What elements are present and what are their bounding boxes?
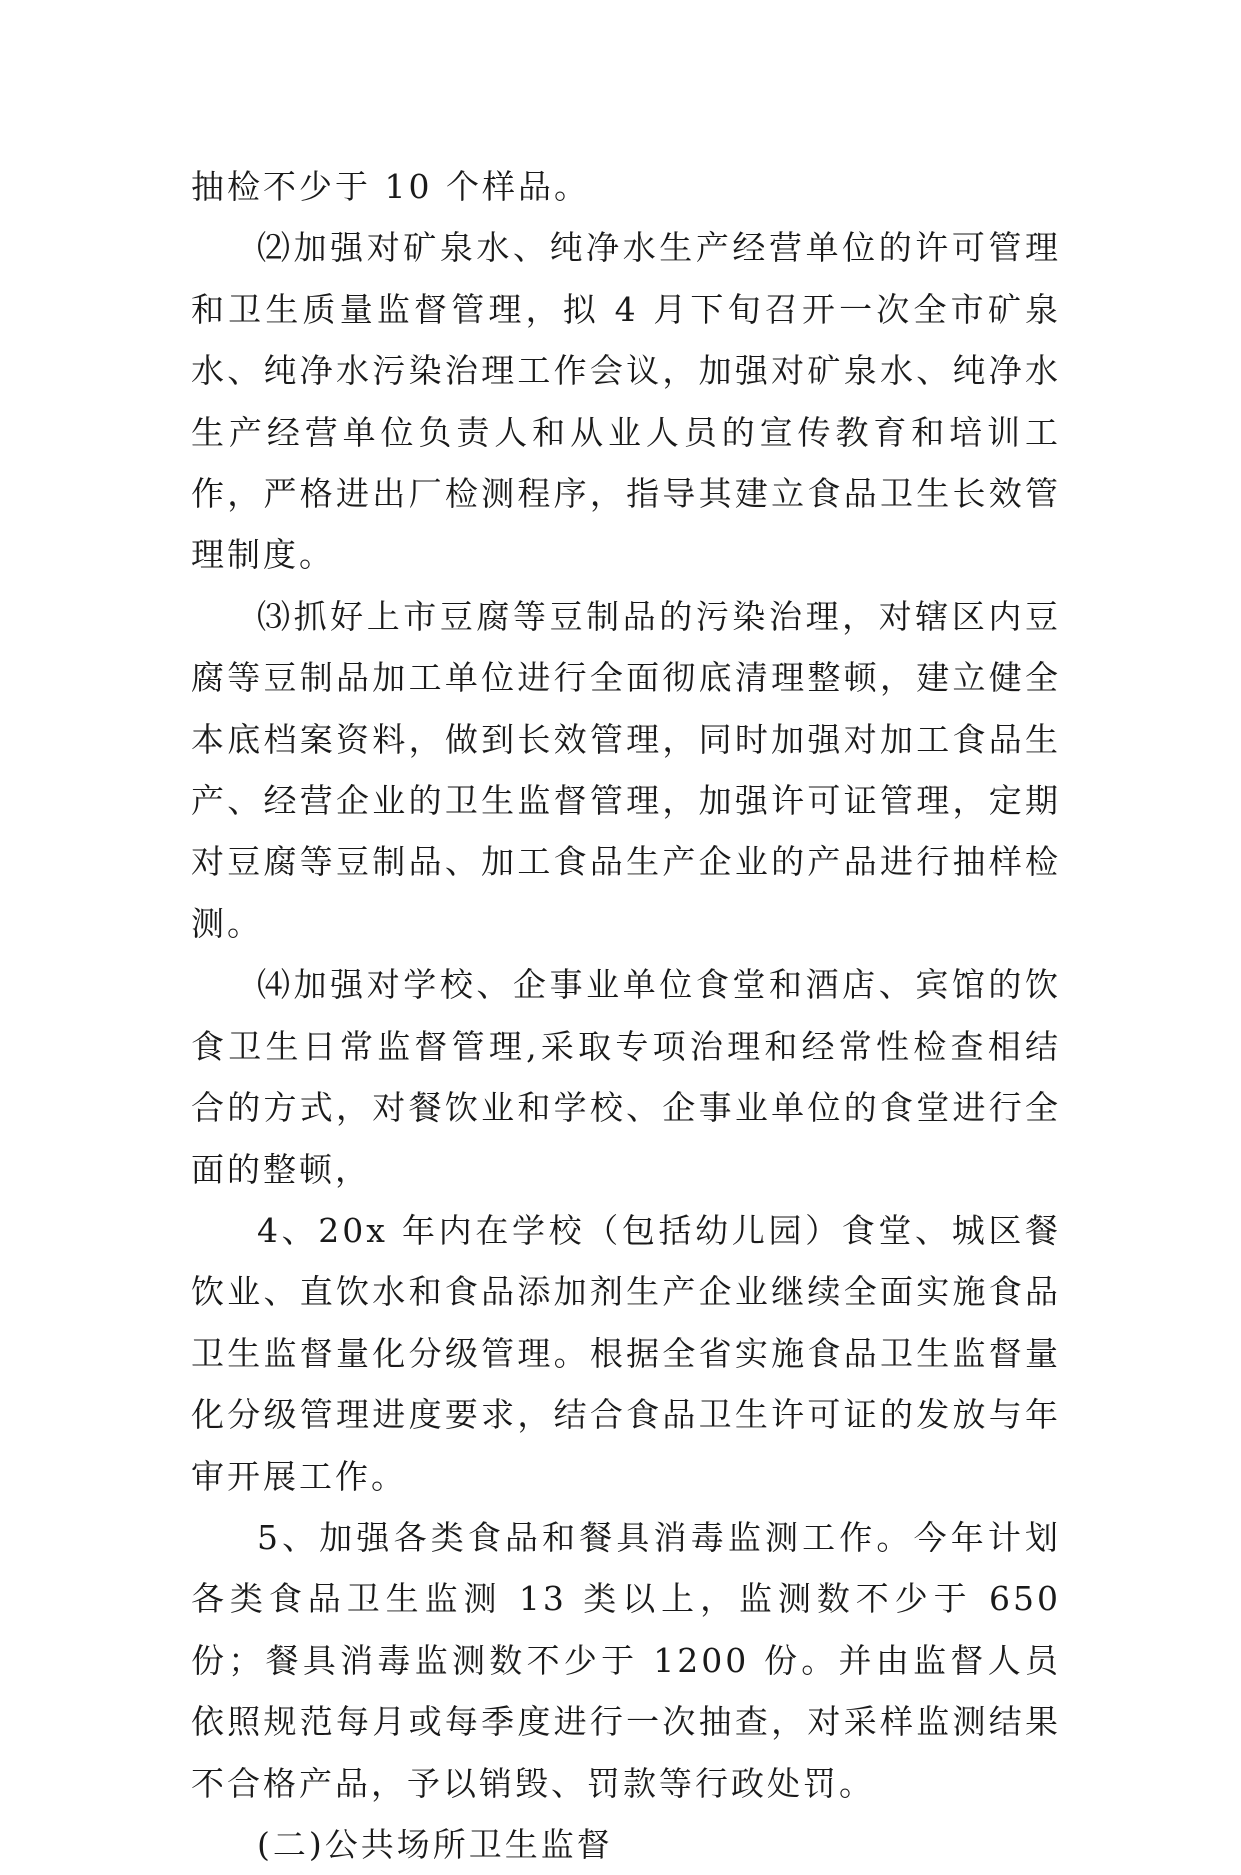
paragraph-item-3: ⑶抓好上市豆腐等豆制品的污染治理，对辖区内豆腐等豆制品加工单位进行全面彻底清理整顿，建立健全本底档案资料，做到长效管理，同时加强对加工食品生产、经营企业的卫生监督管理，加强许可证管理，定期对豆腐等豆制品、加工食品生产企业的产品进行抽样检测。 bbox=[191, 596, 1061, 943]
document-body bbox=[191, 156, 1061, 1875]
paragraph-point-5: 5、加强各类食品和餐具消毒监测工作。今年计划各类食品卫生监测 13 类以上，监测数不少于 650 份；餐具消毒监测数不少于 1200 份。并由监督人员依照规范每月或每季度进行一次抽查，对采样监测结果不合格产品，予以销毁、罚款等行政处罚。 bbox=[191, 1517, 1061, 1803]
paragraph-continuation: 抽检不少于 10 个样品。 bbox=[191, 167, 590, 206]
section-heading: (二)公共场所卫生监督 bbox=[257, 1824, 613, 1864]
paragraph-item-4: ⑷加强对学校、企事业单位食堂和酒店、宾馆的饮食卫生日常监督管理,采取专项治理和经常性检查相结合的方式，对餐饮业和学校、企事业单位的食堂进行全面的整顿， bbox=[191, 965, 1061, 1189]
paragraph-point-4: 4、20x 年内在学校（包括幼儿园）食堂、城区餐饮业、直饮水和食品添加剂生产企业继续全面实施食品卫生监督量化分级管理。根据全省实施食品卫生监督量化分级管理进度要求，结合食品卫生许可证的发放与年审开展工作。 bbox=[191, 1210, 1061, 1496]
paragraph-item-2: ⑵加强对矿泉水、纯净水生产经营单位的许可管理和卫生质量监督管理，拟 4 月下旬召开一次全市矿泉水、纯净水污染治理工作会议，加强对矿泉水、纯净水生产经营单位负责人和从业人员的宣传教育和培训工作，严格进出厂检测程序，指导其建立食品卫生长效管理制度。 bbox=[191, 228, 1061, 575]
